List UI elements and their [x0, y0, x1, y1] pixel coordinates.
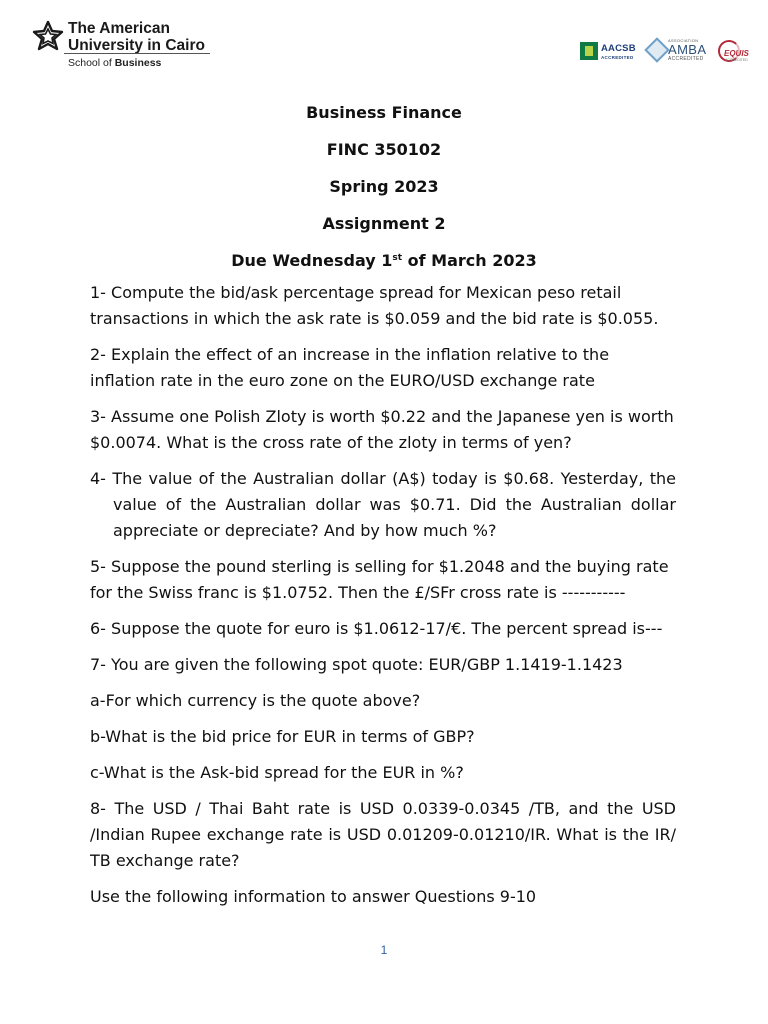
question-1: 1- Compute the bid/ask percentage spread for Mexican peso retail transactions in which the ask rate is $0.059 and the bid rate is $0.055.: [90, 283, 659, 328]
university-name-line1: The American: [68, 20, 170, 37]
amba-name: AMBA: [668, 42, 707, 57]
term: Spring 2023: [329, 177, 439, 196]
accreditation-logos: [580, 38, 755, 66]
school-prefix: School of: [68, 57, 112, 69]
question-5: 5- Suppose the pound sterling is selling for $1.2048 and the buying rate for the Swiss franc is $1.0752. Then the £/SFr cross rate is -----------: [90, 557, 669, 602]
due-date: [0, 242, 768, 279]
course-code: FINC 350102: [326, 140, 442, 159]
school-name-bold: Business: [114, 57, 162, 69]
due-suffix: of March 2023: [402, 251, 537, 270]
due-sup: st: [392, 253, 403, 263]
document-header: [0, 0, 768, 90]
amba-sub: ACCREDITED: [668, 56, 704, 62]
question-7: 7- You are given the following spot quote: EUR/GBP 1.1419-1.1423: [90, 655, 623, 674]
logo-divider: [64, 53, 210, 54]
question-3: 3- Assume one Polish Zloty is worth $0.22 and the Japanese yen is worth $0.0074. What is the cross rate of the zloty in terms of yen?: [90, 407, 674, 452]
amba-logo: [646, 38, 718, 66]
question-2: 2- Explain the effect of an increase in the inflation relative to the inflation rate in the euro zone on the EURO/USD exchange rate: [90, 345, 610, 390]
aacsb-name: AACSB: [601, 43, 636, 54]
question-list: [90, 280, 676, 920]
equis-sub: ACCREDITED: [725, 58, 748, 62]
equis-logo: [718, 40, 754, 64]
assignment-title-block: [0, 94, 768, 279]
equis-name: EQUIS: [724, 49, 749, 58]
university-name-line2: University in Cairo: [68, 37, 205, 54]
amba-top: ASSOCIATION: [668, 38, 699, 43]
aacsb-sub: ACCREDITED: [601, 55, 634, 60]
school-name: [68, 57, 161, 69]
amba-diamond-icon: [644, 37, 669, 62]
page-number: 1: [380, 943, 388, 957]
question-8: 8- The USD / Thai Baht rate is USD 0.0339-0.0345 /TB, and the USD /Indian Rupee exchange rate is USD 0.01209-0.01210/IR. What is the IR/ TB exchange rate?: [90, 799, 676, 870]
question-7a: a-For which currency is the quote above?: [90, 691, 421, 710]
question-6: 6- Suppose the quote for euro is $1.0612-17/€. The percent spread is---: [90, 619, 663, 638]
questions-9-10-intro: Use the following information to answer Questions 9-10: [90, 887, 537, 906]
course-name: Business Finance: [306, 103, 462, 122]
question-7b: b-What is the bid price for EUR in terms of GBP?: [90, 727, 475, 746]
aacsb-square-inner: [585, 46, 593, 56]
due-prefix: Due Wednesday 1: [231, 251, 393, 270]
aacsb-logo: [580, 40, 644, 64]
question-7c: c-What is the Ask-bid spread for the EUR in %?: [90, 763, 464, 782]
university-name: [68, 20, 205, 54]
question-4: 4- The value of the Australian dollar (A$) today is $0.68. Yesterday, the value of the Australian dollar was $0.71. Did the Australian dollar appreciate or depreciate? And by how much %?: [90, 469, 676, 540]
auc-logo: [32, 18, 212, 74]
assignment-number: Assignment 2: [322, 214, 446, 233]
auc-star-emblem-icon: [32, 20, 64, 52]
